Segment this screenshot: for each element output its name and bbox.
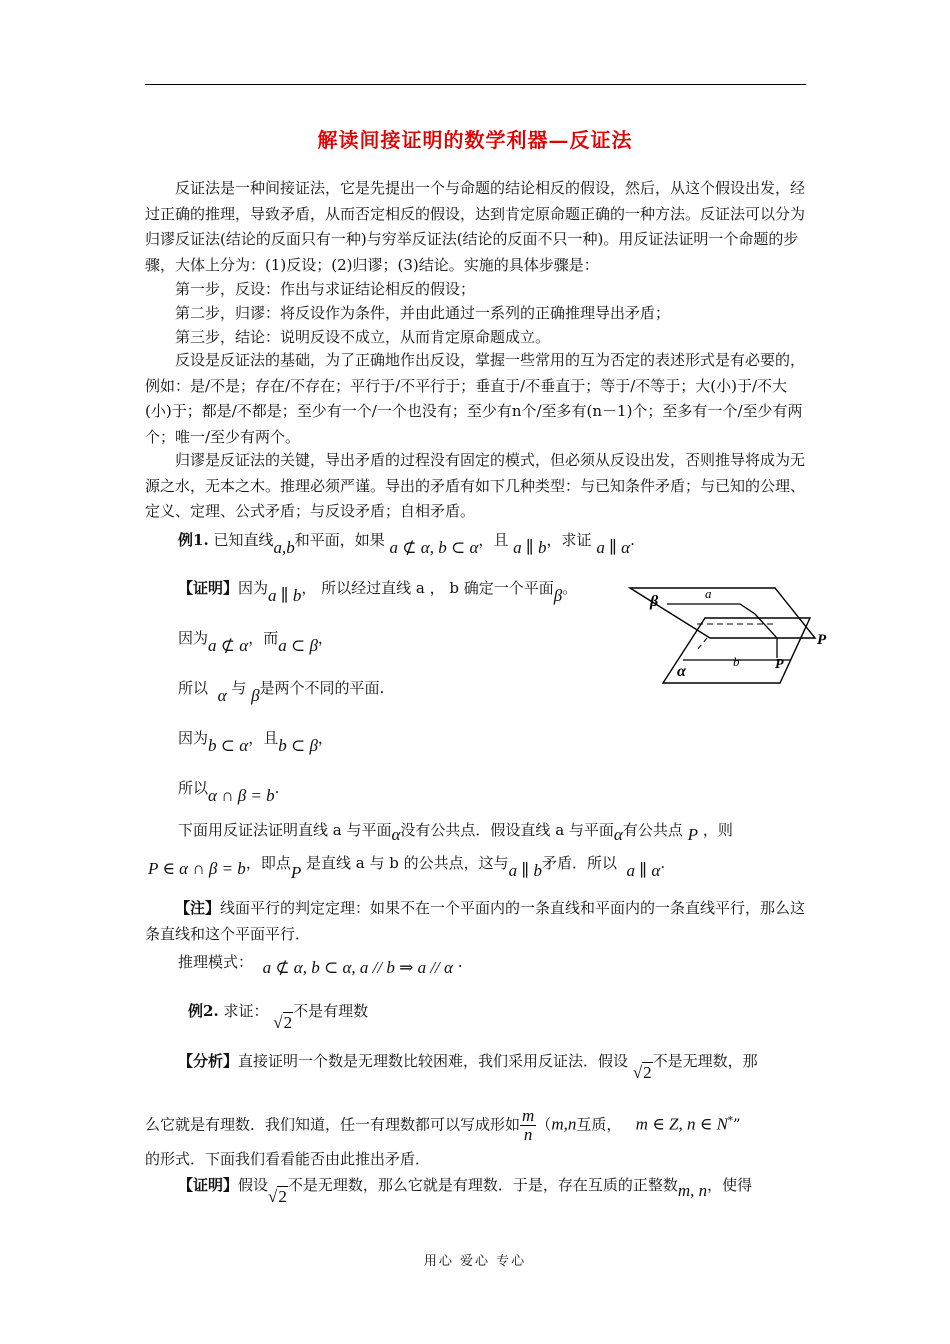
header-rule (145, 84, 806, 85)
fraction-m-over-n: $\frac{m}{n}$ (522, 1106, 535, 1144)
figure-label-p-right: P (817, 632, 827, 648)
contradiction-paragraph: 归谬是反证法的关键，导出矛盾的过程没有固定的模式，但必须从反设出发，否则推导将成为无源之水，无本之木。推理必须严谨。导出的矛盾有如下几种类型：与已知条件矛盾；与已知的公理、定义、定理、公式矛盾；与反设矛盾；自相矛盾。 (145, 451, 806, 520)
figure-label-b: b (733, 654, 740, 669)
sqrt-2: √2 (268, 1187, 287, 1206)
note-paragraph: 【注】线面平行的判定定理：如果不在一个平面内的一条直线和平面内的一条直线平行，那么这条直线和这个平面平行． (145, 899, 806, 943)
proof1-line3: 所以 α 与 β是两个不同的平面. (178, 679, 385, 705)
proof1-line5: 所以α ∩ β = b. (178, 779, 280, 805)
proof2-line1: 【证明】假设√2不是无理数，那么它就是有理数．于是，存在互质的正整数m, n，使得 (178, 1176, 753, 1206)
figure-label-alpha: α (677, 663, 686, 680)
step-2: 第二步，归谬：将反设作为条件，并由此通过一系列的正确推理导出矛盾； (175, 304, 671, 322)
proof1-line2: 因为a ⊄ α，而a ⊂ β， (178, 629, 333, 655)
analysis-line2: 么它就是有理数．我们知道，任一有理数都可以写成形如 $\frac{m}{n}$ （m,n互质， m ∈ Z, n ∈ N*” (145, 1106, 741, 1144)
example-1-label: 例 (178, 531, 194, 549)
step-3: 第三步，结论：说明反设不成立，从而肯定原命题成立。 (175, 328, 551, 346)
proof1-line1: 【证明】因为a ∥ b， 所以经过直线 a ， b 确定一个平面β。 (178, 579, 578, 605)
proof1-line4: 因为b ⊂ α，且b ⊂ β， (178, 729, 333, 755)
example-2-label: 例 (188, 1002, 204, 1020)
example-1: 例1. 已知直线a,b和平面，如果 a ⊄ α, b ⊂ α，且 a ∥ b，求证 a ∥ α. (178, 531, 635, 557)
step-1: 第一步，反设：作出与求证结论相反的假设； (175, 280, 476, 298)
page-title: 解读间接证明的数学利器—反证法 (317, 128, 633, 152)
contra-line1: 下面用反证法证明直线 a 与平面α没有公共点．假设直线 a 与平面α有公共点 P ，则 (178, 821, 733, 844)
figure-label-p: P (775, 657, 784, 672)
analysis-line1: 【分析】直接证明一个数是无理数比较困难，我们采用反证法．假设 √2不是无理数，那 (178, 1052, 758, 1082)
page-footer: 用心 爱心 专心 (423, 1254, 527, 1269)
sqrt-2: √2 (273, 1013, 293, 1032)
contra-line2: P ∈ α ∩ β = b，即点P 是直线 a 与 b 的公共点，这与a ∥ b矛盾．所以 a ∥ α. (148, 854, 666, 882)
example-2: 例2. 求证： √2不是有理数 (188, 1002, 369, 1032)
figure-label-a: a (705, 586, 712, 601)
analysis-line3: 的形式．下面我们看看能否由此推出矛盾． (145, 1150, 431, 1168)
figure-label-beta: β (650, 593, 659, 610)
inference-mode: 推理模式： a ⊄ α, b ⊂ α, a // b ⇒ a // α . (178, 953, 463, 977)
intro-paragraph: 反证法是一种间接证法，它是先提出一个与命题的结论相反的假设，然后，从这个假设出发，经过正确的推理，导致矛盾，从而否定相反的假设，达到肯定原命题正确的一种方法。反证法可以分为归谬反证法(结论的反面只有一种)与穷举反证法(结论的反面不只一种)。用反证法证明一个命题的步骤，大体上分为：(1)反设；(2)归谬；(3)结论。实施的具体步骤是： (145, 179, 806, 274)
negation-paragraph: 反设是反证法的基础，为了正确地作出反设，掌握一些常用的互为否定的表述形式是有必要的，例如：是/不是；存在/不存在；平行于/不平行于；垂直于/不垂直于；等于/不等于；大(小)于/不大(小)于；都是/不都是；至少有一个/一个也没有；至少有n个/至多有(n－1)个；至多有一个/至少有两个；唯一/至少有两个。 (145, 351, 806, 446)
planes-figure (625, 580, 835, 690)
sqrt-2: √2 (632, 1063, 652, 1082)
